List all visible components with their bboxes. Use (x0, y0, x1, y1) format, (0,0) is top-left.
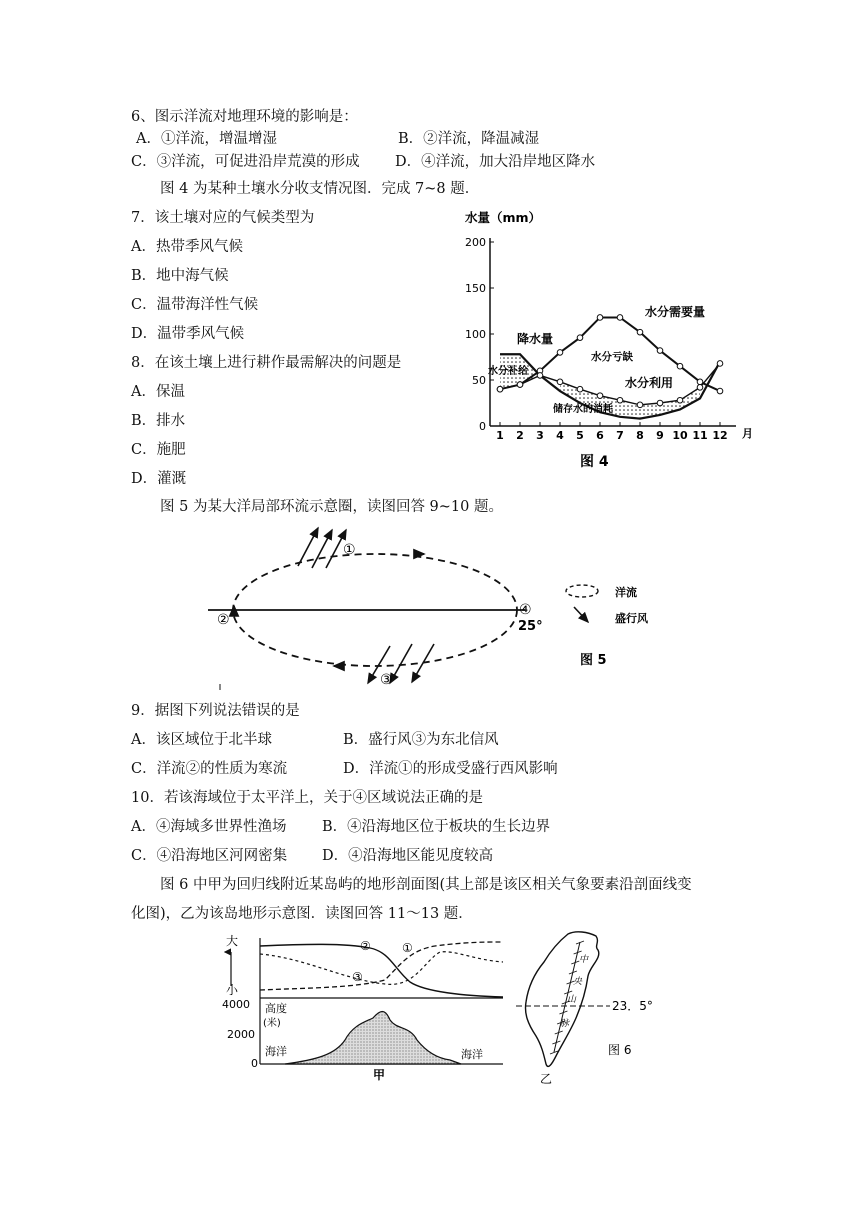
intro-11-13-line1: 图 6 中甲为回归线附近某岛屿的地形剖面图(其上部是该区相关气象要素沿剖面线变 (160, 877, 692, 893)
x-tick-label: 7 (616, 429, 624, 442)
q6-option-d: D．④洋流，加大沿岸地区降水 (395, 154, 596, 170)
figure-4-chart (455, 205, 753, 470)
x-tick-label: 1 (496, 429, 504, 442)
q7-option-a: A．热带季风气候 (131, 239, 243, 255)
fig6-yi: 乙 (540, 1072, 553, 1086)
fig6-tropic: 23．5° (612, 999, 653, 1013)
intro-7-8: 图 4 为某种土壤水分收支情况图．完成 7~8 题． (160, 181, 480, 197)
fig6-y2000: 2000 (227, 1028, 255, 1041)
fig5-mark-4: ④ (519, 602, 532, 618)
curve-1 (260, 942, 503, 990)
x-tick-label: 11 (692, 429, 708, 442)
fig4-caption: 图 4 (580, 454, 609, 470)
data-point (677, 397, 683, 403)
x-tick-label: 3 (536, 429, 544, 442)
fig6-y0: 0 (251, 1057, 258, 1070)
x-tick-label: 10 (672, 429, 688, 442)
fig4-label-demand: 水分需要量 (645, 305, 706, 319)
fig6-small: 小 (226, 983, 239, 997)
q7-stem: 7．该土壤对应的气候类型为 (131, 210, 315, 226)
data-point (677, 363, 683, 369)
x-tick-label: 5 (576, 429, 584, 442)
data-point (597, 393, 603, 399)
q10-option-d: D．④沿海地区能见度较高 (322, 848, 494, 864)
data-point (517, 382, 523, 388)
fig5-lat-label: 25° (518, 619, 543, 634)
q6-option-a: A．①洋流，增温增湿 (136, 131, 277, 147)
fig4-label-deficit: 水分亏缺 (591, 351, 633, 363)
data-point (617, 315, 623, 321)
q9-option-d: D．洋流①的形成受盛行西风影响 (343, 761, 558, 777)
fig6-y4000: 4000 (222, 998, 250, 1011)
q9-option-c: C．洋流②的性质为寒流 (131, 761, 288, 777)
fig4-ylabel: 水量（mm） (465, 210, 542, 225)
q9-option-a: A．该区域位于北半球 (131, 732, 272, 748)
q10-option-c: C．④沿海地区河网密集 (131, 848, 288, 864)
data-point (597, 315, 603, 321)
fig5-mark-2: ② (217, 612, 230, 628)
intro-11-13-line2: 化图)，乙为该岛地形示意图．读图回答 11～13 题． (131, 906, 473, 922)
fig6-big: 大 (226, 934, 239, 948)
fig4-label-precip: 降水量 (517, 332, 554, 346)
fig4-label-storage-use: 储存水的消耗 (553, 404, 613, 415)
y-tick-label: 150 (465, 282, 486, 295)
q8-option-b: B．排水 (131, 413, 186, 429)
data-point (537, 373, 543, 379)
figure-6-island (510, 928, 653, 1088)
data-point (557, 350, 563, 356)
fig5-mark-3: ③ (380, 672, 393, 688)
q10-option-b: B．④沿海地区位于板块的生长边界 (322, 819, 551, 835)
fig6-curve-3-label: ③ (352, 970, 363, 984)
data-point (497, 386, 503, 392)
y-tick-label: 0 (479, 420, 486, 433)
q8-option-c: C．施肥 (131, 442, 186, 458)
figure-5-diagram (190, 518, 670, 693)
data-point (637, 329, 643, 335)
mountain-char: 脉 (560, 1019, 570, 1029)
y-tick-label: 50 (472, 374, 486, 387)
data-point (577, 386, 583, 392)
fig4-x-unit: 月 (742, 427, 753, 440)
q6-stem: 6、图示洋流对地理环境的影响是： (131, 109, 358, 125)
fig6-curve-1-label: ① (402, 941, 413, 955)
data-point (637, 402, 643, 408)
data-point (657, 400, 663, 406)
fig6-jia: 甲 (373, 1068, 386, 1082)
mountain-char: 中 (579, 955, 589, 965)
data-point (557, 379, 563, 385)
fig6-unit-label: (米) (263, 1018, 281, 1029)
fig5-mark-1: ① (343, 542, 356, 558)
q6-option-b: B．②洋流，降温减湿 (398, 131, 540, 147)
data-point (717, 388, 723, 394)
terrain-profile (285, 1012, 461, 1065)
data-point (717, 361, 723, 367)
x-tick-label: 8 (636, 429, 644, 442)
fig5-legend-current: 洋流 (615, 586, 637, 599)
fig4-label-utilization: 水分利用 (625, 376, 674, 390)
data-point (657, 348, 663, 354)
q8-stem: 8．在该土壤上进行耕作最需解决的问题是 (131, 355, 402, 371)
intro-9-10: 图 5 为某大洋局部环流示意圈，读图回答 9~10 题。 (160, 499, 503, 515)
q9-stem: 9．据图下列说法错误的是 (131, 703, 300, 719)
wind-arrow (390, 644, 412, 683)
x-tick-label: 9 (656, 429, 664, 442)
q9-option-b: B．盛行风③为东北信风 (343, 732, 499, 748)
q8-option-a: A．保温 (131, 384, 185, 400)
q10-option-a: A．④海域多世界性渔场 (131, 819, 287, 835)
curve-3 (260, 952, 503, 985)
x-tick-label: 2 (516, 429, 524, 442)
q7-option-b: B．地中海气候 (131, 268, 229, 284)
q10-stem: 10．若该海域位于太平洋上，关于④区域说法正确的是 (131, 790, 483, 806)
fig6-ocean-right: 海洋 (461, 1048, 483, 1061)
q6-option-c: C．③洋流，可促进沿岸荒漠的形成 (131, 154, 360, 170)
data-point (617, 397, 623, 403)
fig6-caption: 图 6 (608, 1043, 632, 1057)
data-point (577, 335, 583, 341)
x-tick-label: 4 (556, 429, 564, 442)
fig4-label-supplement: 水分补给 (488, 366, 528, 377)
x-tick-label: 6 (596, 429, 604, 442)
fig6-ocean-left: 海洋 (265, 1045, 287, 1058)
mountain-char: 山 (567, 995, 577, 1005)
island-outline (525, 932, 598, 1067)
data-point (697, 379, 703, 385)
q7-option-d: D．温带季风气候 (131, 326, 245, 342)
fig5-caption: 图 5 (580, 653, 607, 668)
x-tick-label: 12 (712, 429, 728, 442)
y-tick-label: 200 (465, 236, 486, 249)
q8-option-d: D．灌溉 (131, 471, 187, 487)
fig5-legend-wind: 盛行风 (615, 612, 648, 625)
y-tick-label: 100 (465, 328, 486, 341)
q7-option-c: C．温带海洋性气候 (131, 297, 259, 313)
fig6-height-label: 高度 (265, 1002, 287, 1015)
fig6-curve-2-label: ② (360, 939, 371, 953)
mountain-char: 央 (573, 977, 583, 987)
figure-6-profile (222, 930, 515, 1082)
data-point (697, 385, 703, 391)
